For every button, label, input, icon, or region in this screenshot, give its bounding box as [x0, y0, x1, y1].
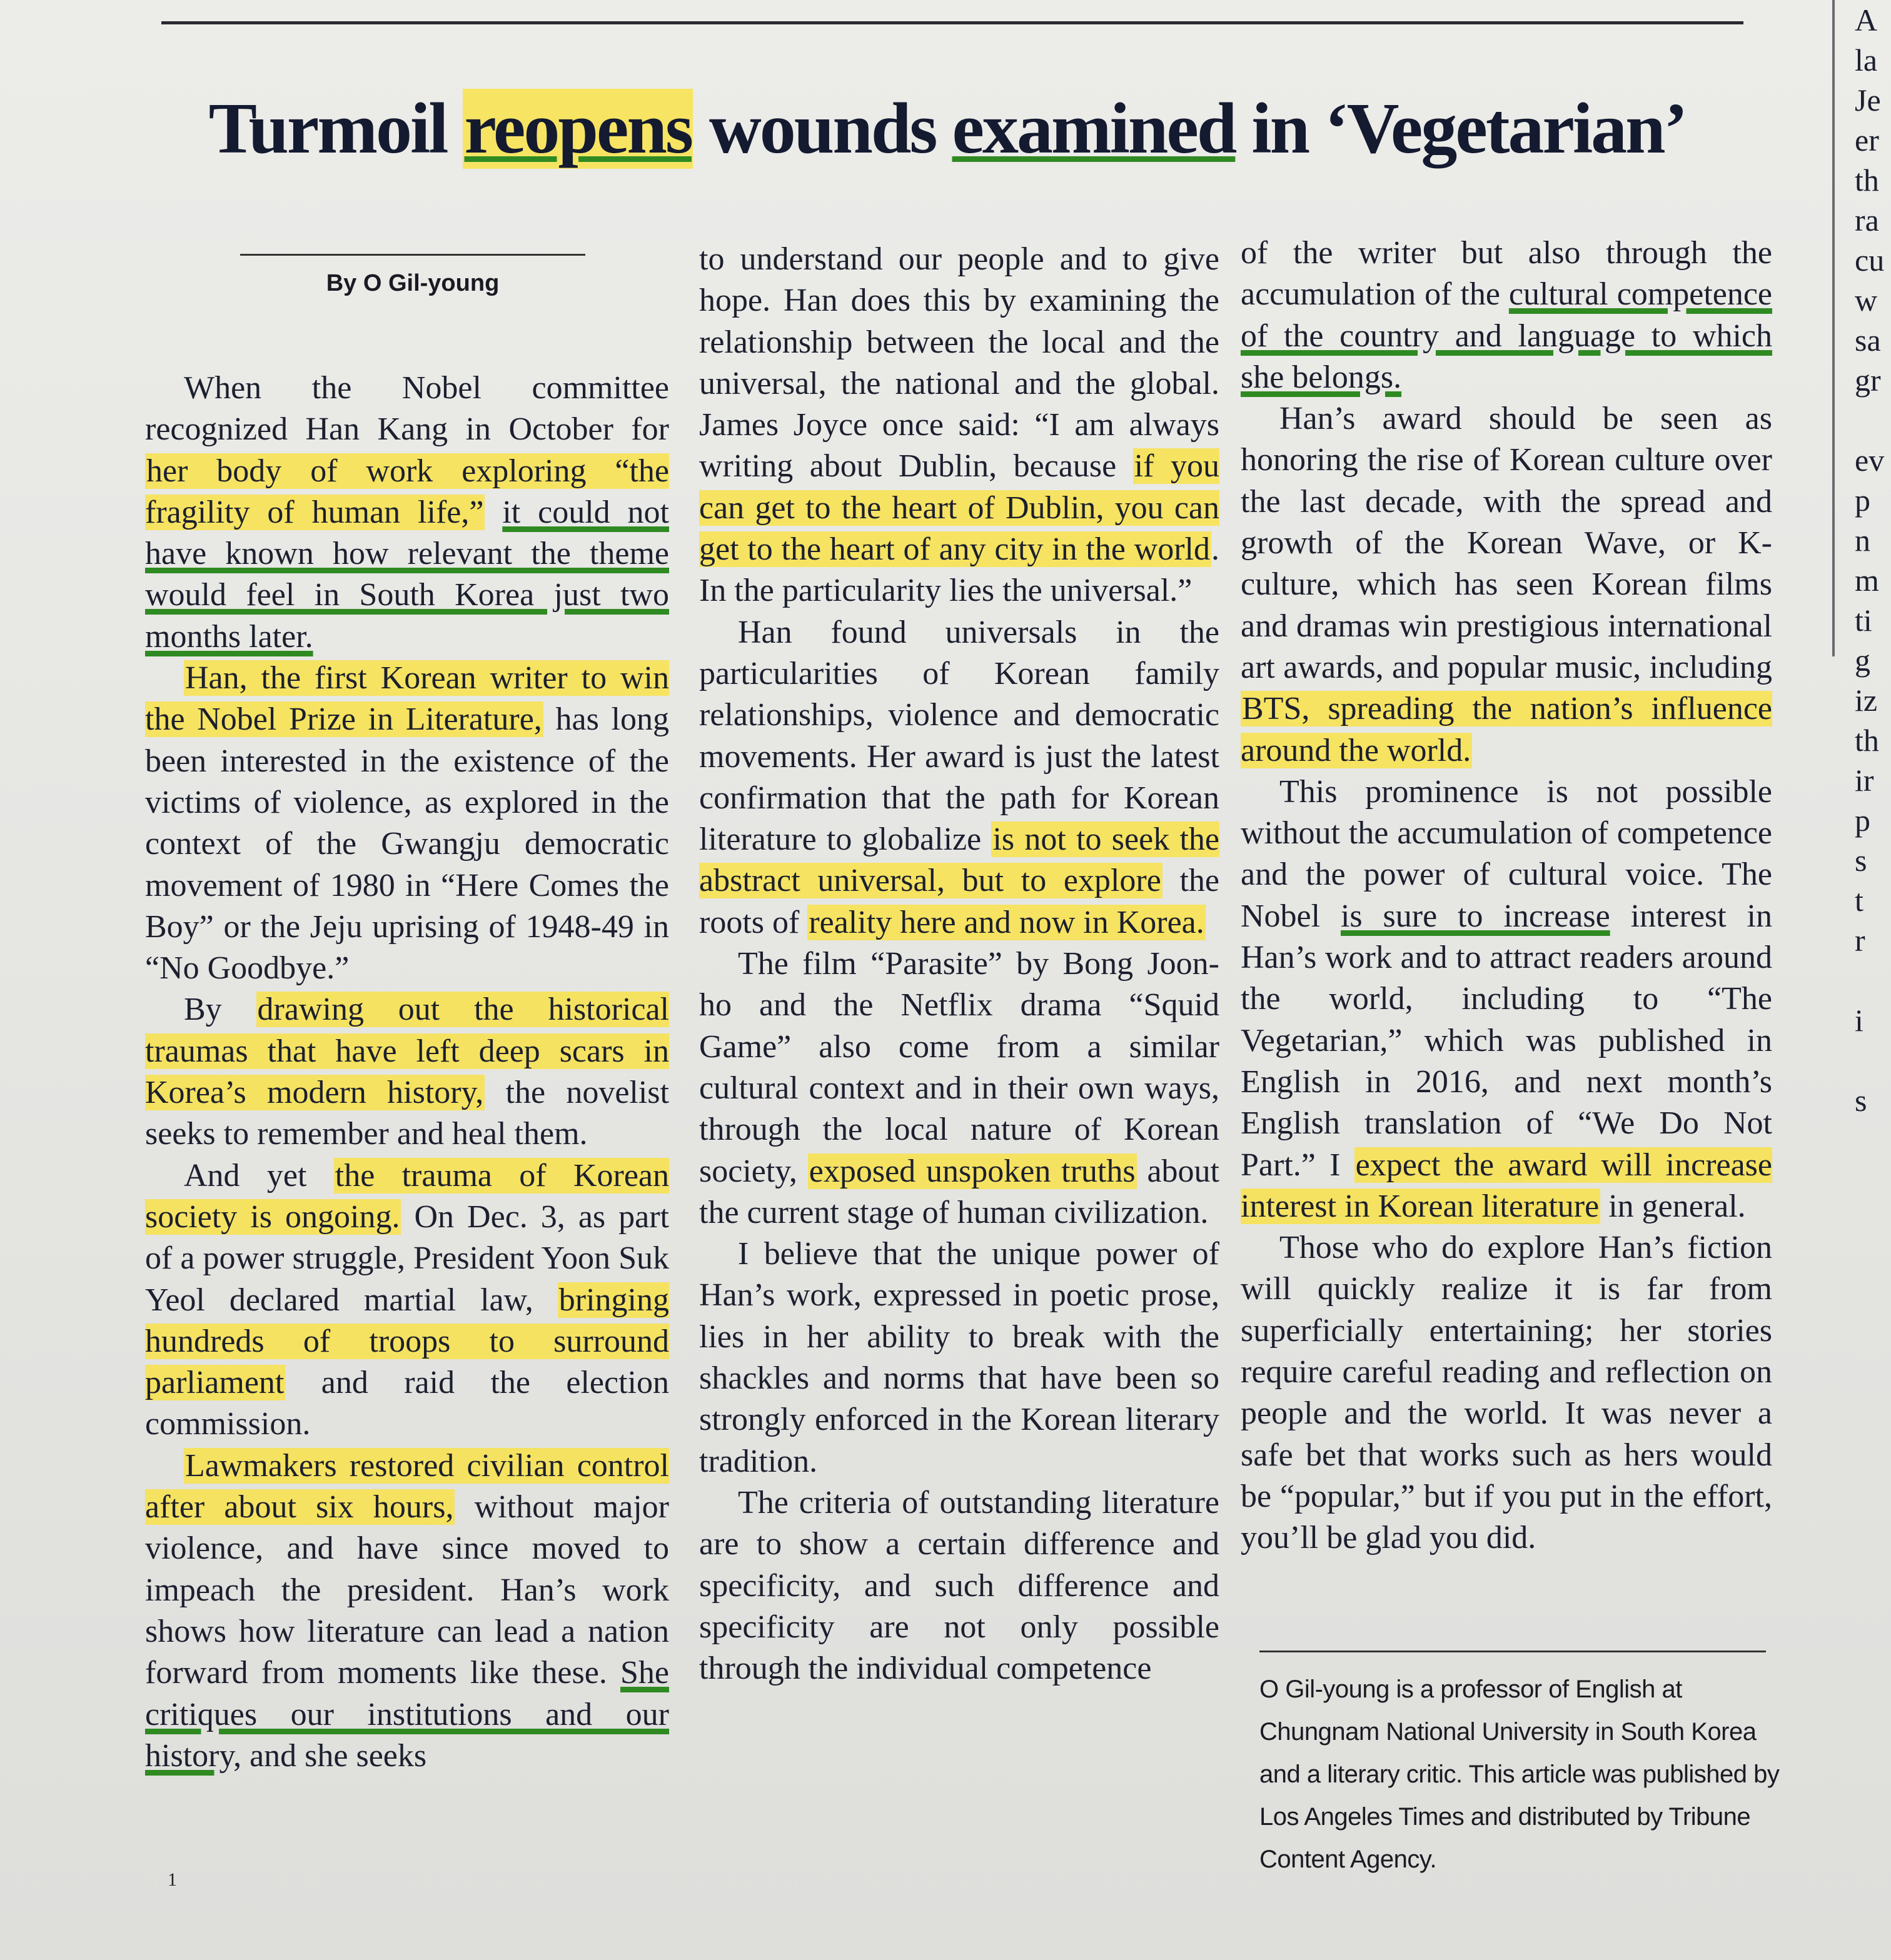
- edge-fragment-line: er: [1855, 123, 1879, 158]
- paragraph: [699, 1482, 1219, 1689]
- highlighted-text: exposed unspoken truths: [809, 1153, 1136, 1189]
- edge-fragment-line: la: [1855, 43, 1878, 78]
- text-run: of the writer but also through the accumulation of the: [1241, 235, 1772, 313]
- edge-fragment-line: t: [1855, 883, 1863, 918]
- paragraph: [1241, 1227, 1772, 1559]
- text-run: I believe that the unique power of Han’s work, expressed in poetic prose, lies in her ability to break with the shackles and norms that have been so strongly enforced in the Korean literary tradition.: [699, 1236, 1219, 1479]
- underlined-text: She critiques our institutions and our history,: [145, 1655, 669, 1774]
- text-run: about the current stage of human civilization.: [699, 1153, 1219, 1230]
- edge-fragment-line: ti: [1855, 603, 1872, 638]
- adjacent-article-fragment: [1855, 0, 1891, 1120]
- edge-fragment-line: th: [1855, 723, 1879, 758]
- highlighted-text: her body of work exploring “the fragility of human life,”: [145, 453, 669, 530]
- adjacent-column-rule: [1832, 0, 1835, 656]
- text-run: in general.: [1600, 1188, 1746, 1224]
- highlighted-text: bringing hundreds of troops to surround parliament: [145, 1282, 669, 1401]
- byline: By O Gil-young: [326, 270, 500, 296]
- page-number: 1: [168, 1869, 177, 1890]
- headline: [144, 88, 1751, 171]
- author-bio: O Gil-young is a professor of English at Chungnam National University in South Korea and a literary critic. This article was published by Los Angeles Times and distributed by Tribune Content Agency.: [1259, 1676, 1780, 1873]
- text-run: interest in Han’s work and to attract readers around the world, including to “The Vegetarian,” which was published in English in 2016, and next month’s English translation of “We Do Not Part.” I: [1241, 898, 1772, 1183]
- edge-fragment-line: sa: [1855, 323, 1881, 358]
- headline-part-3: in ‘Vegetarian’: [1235, 89, 1687, 169]
- highlighted-text: reality here and now in Korea.: [809, 904, 1204, 940]
- text-run: without major violence, and have since moved to impeach the president. Han’s work shows how literature can lead a nation forward from moments like these.: [145, 1489, 669, 1691]
- top-rule: [161, 21, 1743, 24]
- edge-fragment-line: gr: [1855, 363, 1881, 398]
- text-run: [485, 495, 502, 530]
- text-run: The criteria of outstanding literature are to show a certain difference and specificity, and such difference and specificity are not only possible through the individual competence: [699, 1484, 1219, 1687]
- text-run: and raid the election commission.: [145, 1365, 669, 1442]
- highlighted-text: drawing out the historical traumas that have left deep scars in Korea’s modern history,: [145, 992, 669, 1111]
- underlined-text: is sure to increase: [1340, 898, 1610, 934]
- byline-rule: [240, 254, 585, 256]
- paragraph: [1241, 233, 1772, 398]
- edge-fragment-line: s: [1855, 1083, 1867, 1118]
- paragraph: [145, 989, 669, 1155]
- article-column-1: [145, 368, 669, 1777]
- edge-fragment-line: n: [1855, 523, 1870, 558]
- highlighted-text: is not to seek the abstract universal, but to explore: [699, 822, 1219, 899]
- text-run: This prominence is not possible without the accumulation of competence and the power of cultural voice. The Nobel: [1241, 773, 1772, 934]
- text-run: Han’s award should be seen as honoring the rise of Korean culture over the last decade, with the spread and growth of the Korean Wave, or K-culture, which has seen Korean films and dramas win prestigious international art awards, and popular music, including: [1241, 401, 1772, 685]
- edge-fragment-line: ev: [1855, 443, 1885, 478]
- headline-part-1: Turmoil: [208, 89, 463, 169]
- text-run: When the Nobel committee recognized Han Kang in October for: [145, 370, 669, 448]
- highlighted-text: Lawmakers restored civilian control after about six hours,: [145, 1447, 669, 1525]
- edge-fragment-line: s: [1855, 843, 1867, 878]
- highlighted-text: expect the award will increase interest in Korean literature: [1241, 1147, 1772, 1224]
- edge-fragment-line: [1855, 960, 1891, 1000]
- edge-fragment-line: A: [1855, 3, 1878, 38]
- edge-fragment-line: cu: [1855, 243, 1885, 278]
- paragraph: [699, 1234, 1219, 1482]
- highlighted-text: if you can get to the heart of Dublin, you can get to the heart of any city in the world: [699, 448, 1219, 568]
- text-run: By: [184, 992, 256, 1028]
- headline-underline-examined: examined: [952, 89, 1236, 169]
- edge-fragment-line: th: [1855, 163, 1879, 198]
- highlighted-text: the trauma of Korean society is ongoing.: [145, 1157, 669, 1235]
- edge-fragment-line: i: [1855, 1003, 1863, 1038]
- edge-fragment-line: [1855, 400, 1891, 440]
- edge-fragment-line: Je: [1855, 83, 1881, 118]
- edge-fragment-line: iz: [1855, 683, 1878, 718]
- article-column-3: [1241, 233, 1772, 1559]
- underlined-text: it could not have known how relevant the theme would feel in South Korea just two months later.: [145, 494, 669, 655]
- paragraph: [699, 612, 1219, 943]
- edge-fragment-line: m: [1855, 563, 1879, 598]
- paragraph: [1241, 398, 1772, 771]
- text-run: the roots of: [699, 863, 1219, 940]
- paragraph: [699, 239, 1219, 612]
- headline-highlight-reopens: reopens: [464, 89, 692, 169]
- paragraph: [145, 368, 669, 658]
- edge-fragment-line: ir: [1855, 763, 1874, 798]
- edge-fragment-line: g: [1855, 643, 1870, 678]
- text-run: and she seeks: [241, 1737, 427, 1774]
- highlighted-text: Han, the first Korean writer to win the Nobel Prize in Literature,: [145, 660, 669, 738]
- text-run: has long been interested in the existence of the victims of violence, as explored in the context of the Gwangju democratic movement of 1980 in “Here Comes the Boy” or the Jeju uprising of 1948-49 in “No Goodbye.”: [145, 701, 669, 987]
- headline-part-2: wounds: [693, 89, 952, 169]
- underlined-text: cultural competence of the country and language to which she belongs.: [1241, 276, 1772, 395]
- text-run: the novelist seeks to remember and heal them.: [145, 1075, 669, 1152]
- text-run: And yet: [184, 1157, 334, 1194]
- edge-fragment-line: ra: [1855, 203, 1879, 238]
- text-run: . In the particularity lies the universal.”: [699, 531, 1219, 609]
- paragraph: [145, 1445, 669, 1777]
- text-run: On Dec. 3, as part of a power struggle, President Yoon Suk Yeol declared martial law,: [145, 1199, 669, 1318]
- text-run: Those who do explore Han’s fiction will quickly realize it is far from superficially entertaining; her stories require careful reading and reflection on people and the world. It was never a safe bet that works such as hers would be “popular,” but if you put in the effort, you’ll be glad you did.: [1241, 1230, 1772, 1556]
- text-run: Han found universals in the particularities of Korean family relationships, violence and democratic movements. Her award is just the latest confirmation that the path for Korean literature to globalize: [699, 614, 1219, 858]
- bio-rule: [1259, 1651, 1766, 1652]
- article-column-2: [699, 239, 1219, 1689]
- paragraph: [145, 1155, 669, 1445]
- edge-fragment-line: p: [1855, 483, 1870, 518]
- paragraph: [145, 658, 669, 989]
- edge-fragment-line: [1855, 1040, 1891, 1080]
- edge-fragment-line: p: [1855, 803, 1870, 838]
- paragraph: [699, 943, 1219, 1234]
- text-run: to understand our people and to give hope. Han does this by examining the relationship between the local and the universal, the national and the global. James Joyce once said: “I am always writing about Dublin, because: [699, 241, 1219, 485]
- edge-fragment-line: r: [1855, 923, 1865, 958]
- edge-fragment-line: w: [1855, 283, 1878, 318]
- text-run: The film “Parasite” by Bong Joon-ho and the Netflix drama “Squid Game” also come from a similar cultural context and in their own ways, through the local nature of Korean society,: [699, 946, 1219, 1189]
- paragraph: [1241, 771, 1772, 1227]
- highlighted-text: BTS, spreading the nation’s influence around the world.: [1241, 691, 1772, 768]
